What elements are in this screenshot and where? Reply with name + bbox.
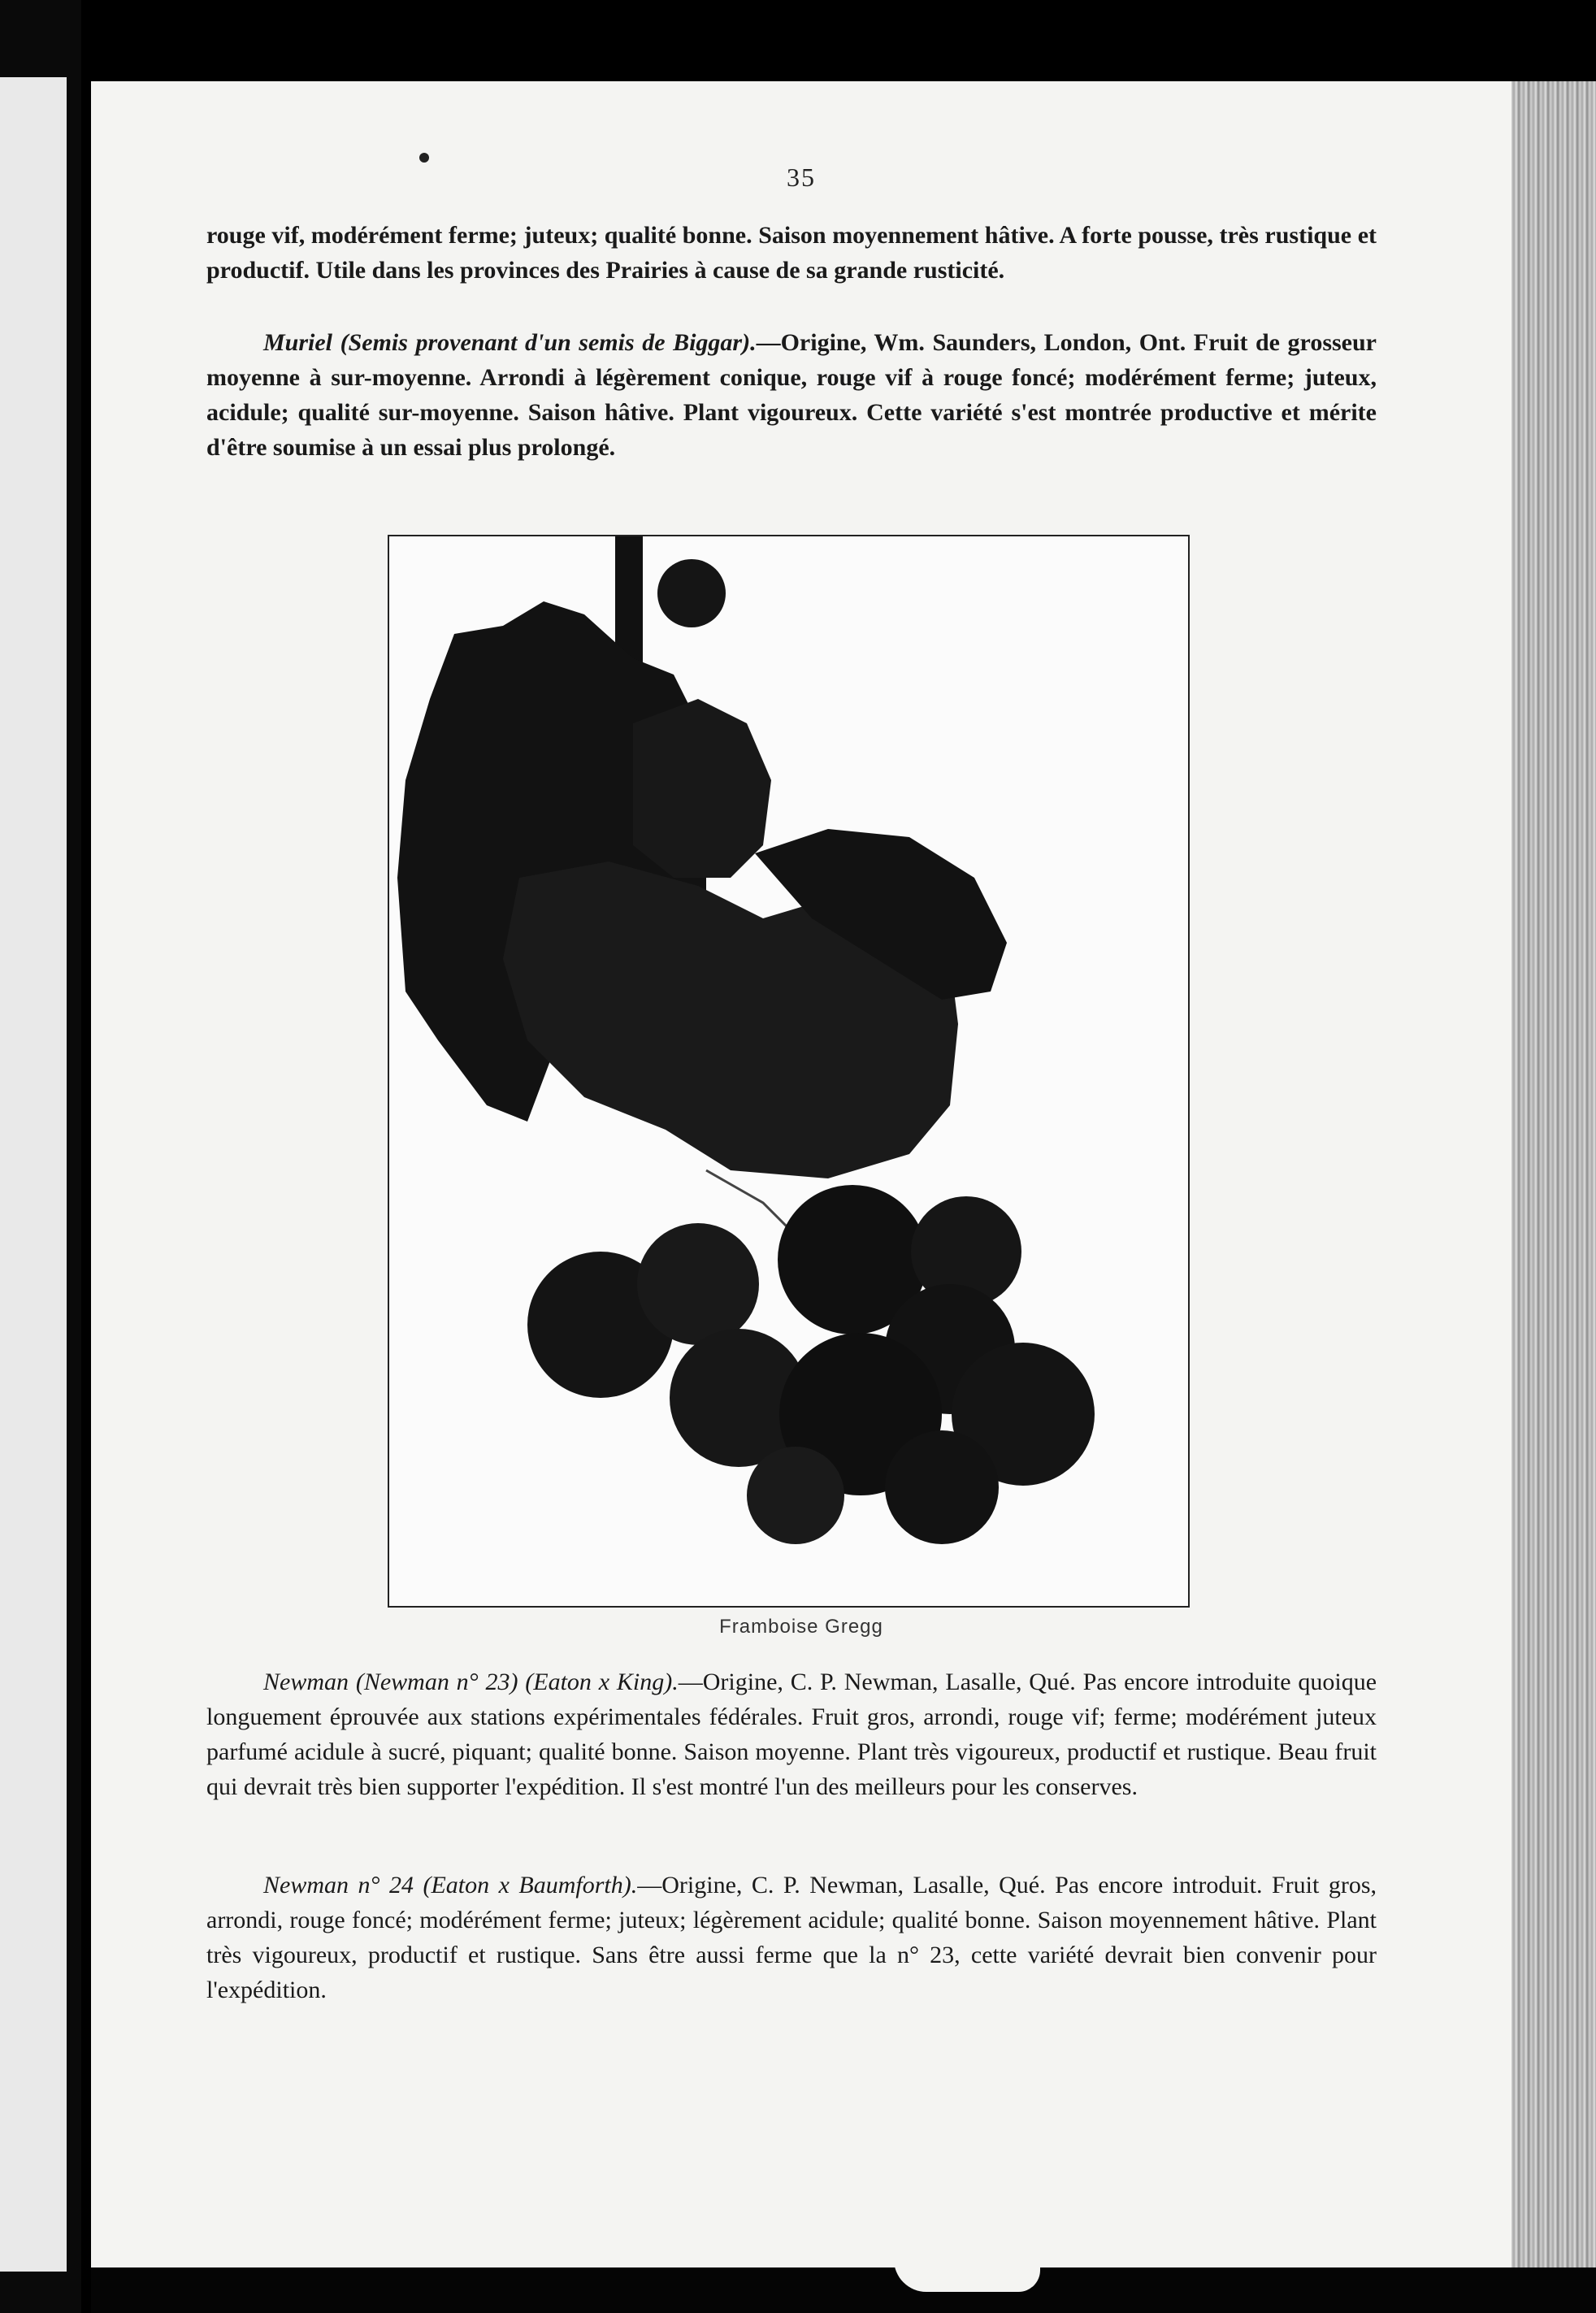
ink-dot	[419, 153, 429, 163]
book-page-stack-edge	[1511, 81, 1596, 2276]
paragraph-muriel	[206, 325, 1377, 465]
variety-description-newman-23: —Origine, C. P. Newman, Lasalle, Qué. Pas encore introduite quoique longuement éprouvée aux stations expérimentales fédérales. Fruit gros, arrondi, rouge vif; ferme; modérément juteux parfumé acidule à sucré, piquant; qualité bonne. Saison moyenne. Plant très vigoureux, productif et rustique. Beau fruit qui devrait très bien supporter l'expédition. Il s'est montré l'un des meilleurs pour les conserves.	[206, 1669, 1377, 1800]
paragraph-newman-24	[206, 1868, 1377, 2007]
variety-name-muriel: Muriel (Semis provenant d'un semis de Biggar).	[263, 329, 757, 356]
page-number: 35	[787, 163, 816, 192]
paragraph-newman-23	[206, 1664, 1377, 1804]
variety-description-newman-24: —Origine, C. P. Newman, Lasalle, Qué. Pas encore introduit. Fruit gros, arrondi, rouge foncé; modérément ferme; juteux; légèrement acidule; qualité bonne. Saison moyennement hâtive. Plant très vigoureux, productif et rustique. Sans être aussi ferme que la n° 23, cette variété devrait bien convenir pour l'expédition.	[206, 1872, 1377, 2003]
variety-description-muriel: —Origine, Wm. Saunders, London, Ont. Fruit de grosseur moyenne à sur-moyenne. Arrondi à légèrement conique, rouge vif à rouge foncé; modérément ferme; juteux, acidule; qualité sur-moyenne. Saison hâtive. Plant vigoureux. Cette variété s'est montrée productive et mérite d'être soumise à un essai plus prolongé.	[206, 329, 1377, 461]
paragraph-continuation: rouge vif, modérément ferme; juteux; qualité bonne. Saison moyennement hâtive. A forte pousse, très rustique et productif. Utile dans les provinces des Prairies à cause de sa grande rusticité.	[206, 222, 1377, 284]
page-bottom-tear	[894, 2259, 1040, 2292]
variety-name-newman-24: Newman n° 24 (Eaton x Baumforth).	[263, 1872, 638, 1899]
raspberry-photo	[388, 535, 1190, 1608]
previous-page-edge	[0, 77, 67, 2272]
raspberry-illustration	[389, 536, 1188, 1606]
scan-bottom-margin	[91, 2267, 1596, 2313]
figure-caption: Framboise Gregg	[719, 1616, 883, 1638]
variety-name-newman-23: Newman (Newman n° 23) (Eaton x King).	[263, 1669, 679, 1695]
book-page	[91, 81, 1511, 2276]
